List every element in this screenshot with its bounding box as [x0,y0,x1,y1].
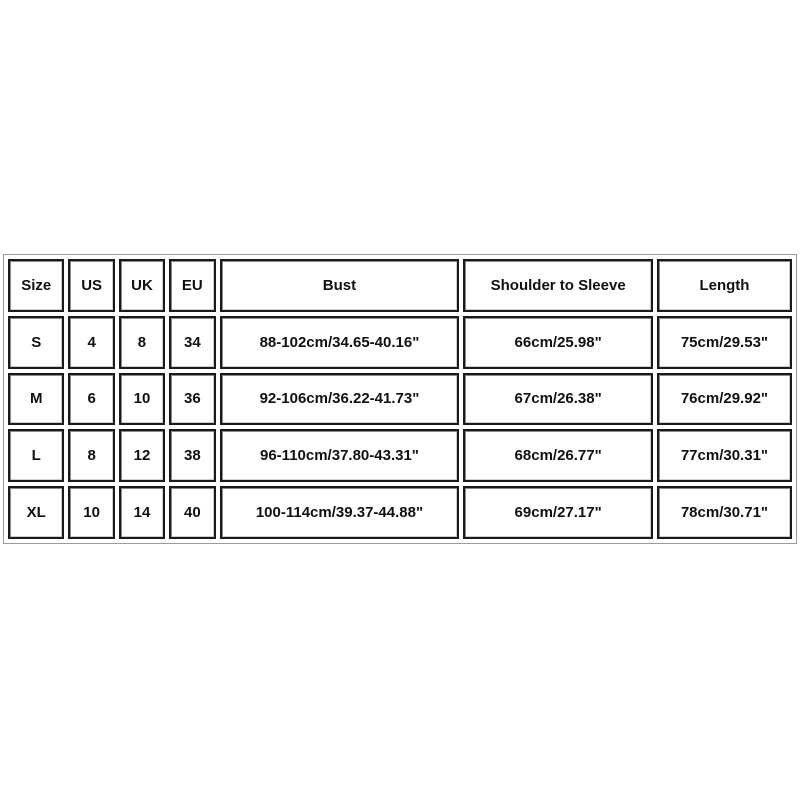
cell-size: XL [8,486,64,539]
cell-length: 77cm/30.31" [657,429,792,482]
cell-eu: 40 [169,486,215,539]
cell-length: 76cm/29.92" [657,373,792,426]
cell-size: M [8,373,64,426]
table-row [8,486,792,539]
cell-bust: 100-114cm/39.37-44.88" [220,486,460,539]
cell-uk: 10 [119,373,165,426]
header-size: Size [8,259,64,312]
cell-us: 8 [68,429,114,482]
size-chart-table [3,254,797,544]
cell-length: 75cm/29.53" [657,316,792,369]
table-header-row [8,259,792,312]
cell-uk: 8 [119,316,165,369]
header-us: US [68,259,114,312]
cell-us: 10 [68,486,114,539]
cell-eu: 34 [169,316,215,369]
cell-us: 4 [68,316,114,369]
cell-shoulder-to-sleeve: 67cm/26.38" [463,373,652,426]
cell-uk: 12 [119,429,165,482]
header-shoulder-to-sleeve: Shoulder to Sleeve [463,259,652,312]
cell-eu: 38 [169,429,215,482]
cell-uk: 14 [119,486,165,539]
header-bust: Bust [220,259,460,312]
header-eu: EU [169,259,215,312]
cell-shoulder-to-sleeve: 66cm/25.98" [463,316,652,369]
cell-eu: 36 [169,373,215,426]
table-row [8,429,792,482]
cell-shoulder-to-sleeve: 69cm/27.17" [463,486,652,539]
cell-shoulder-to-sleeve: 68cm/26.77" [463,429,652,482]
cell-size: L [8,429,64,482]
cell-bust: 92-106cm/36.22-41.73" [220,373,460,426]
cell-bust: 88-102cm/34.65-40.16" [220,316,460,369]
cell-us: 6 [68,373,114,426]
header-uk: UK [119,259,165,312]
table-row [8,373,792,426]
table-row [8,316,792,369]
cell-size: S [8,316,64,369]
cell-length: 78cm/30.71" [657,486,792,539]
header-length: Length [657,259,792,312]
cell-bust: 96-110cm/37.80-43.31" [220,429,460,482]
